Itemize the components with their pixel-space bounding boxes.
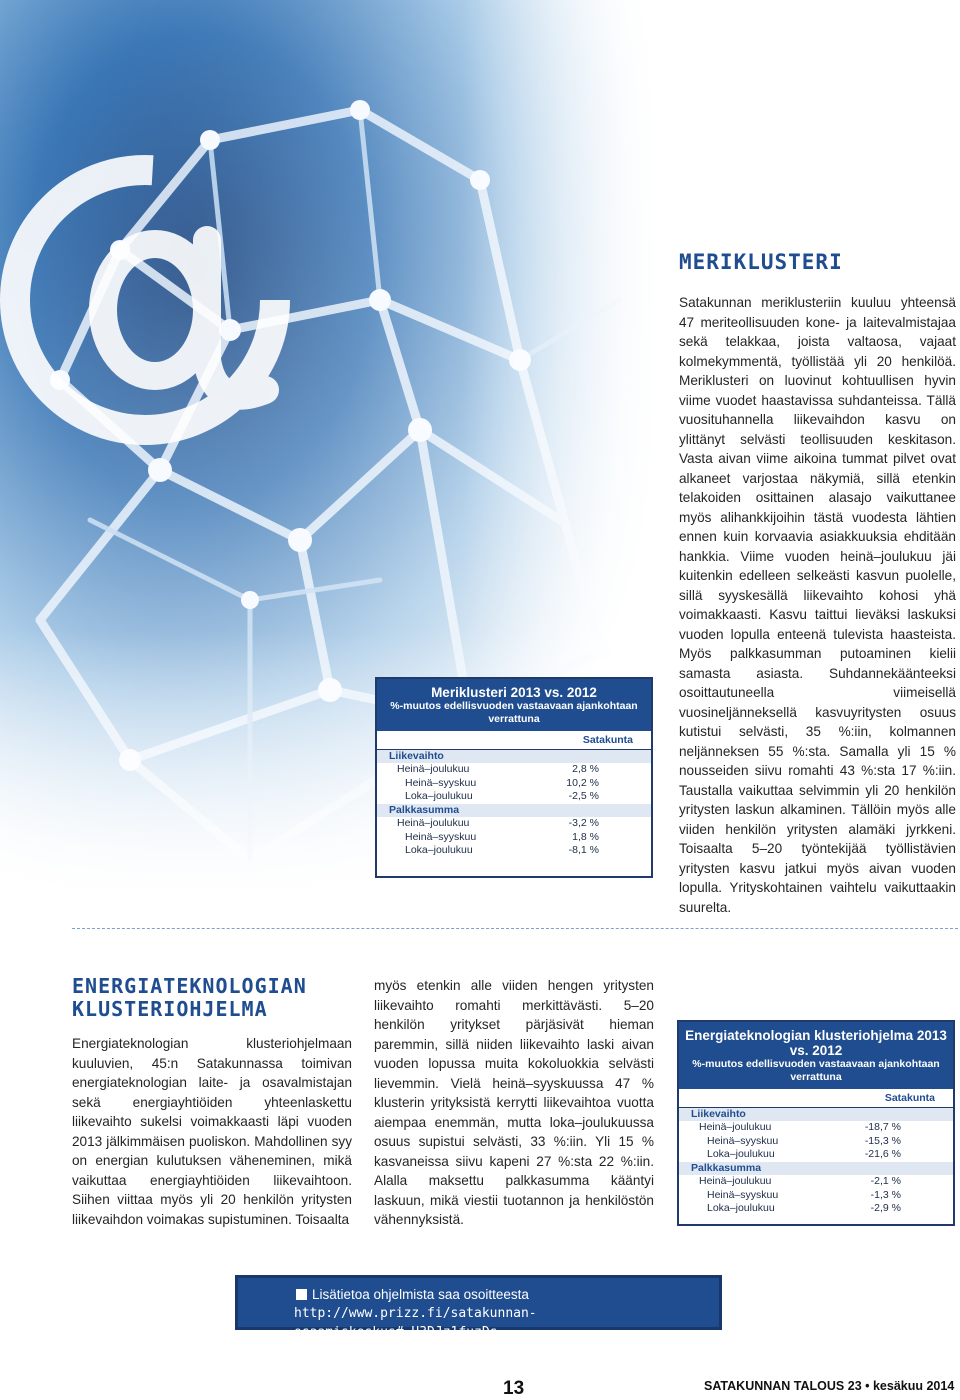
row-label: Loka–joulukuu [707, 1148, 775, 1160]
group-label: Liikevaihto [679, 1107, 953, 1121]
row-value: -18,7 % [864, 1121, 901, 1133]
table-row [679, 1202, 953, 1216]
meriklusteri-body: Satakunnan meriklusteriin kuuluu yhteensä 47 meriteollisuuden kone- ja laitevalmistajaa sekä telakkaa, joista valtaosa, vajaat kolmekymmentä, työllistää yli 20 henkilöä. Meriklusteri on luovinut kohtuullisen hyvin viime vuodet haastavissa suhdanteissa. Tällä vuosituhannella liikevaihdon kasvu on ylittänyt selvästi teollisuuden keskitason. Vasta aivan viime aikoina tummat pilvet ovat alkaneet varjostaa näkymiä, sillä etenkin telakoiden osittainen alasajo vaikuttanee myös alihankkijoihin tästä vuodesta lähtien ennen kuin korvaavia asiakkuuksia ehditään hankkia. Viime vuoden heinä–joulukuu jäi kuitenkin edelleen selkeästi kasvun puolelle, sillä syyskesällä liikevaihto kohosi yhä voimakkaasti. Kasvu taittui lieväksi laskuksi vuoden lopulla enteenä tulevista haasteista. Myös palkkasumman putoaminen kielii samasta asiasta. Suhdannekäänteeksi osoittautuneella viimeisellä vuosineljänneksellä kasvuyritysten osuus kutistui selvästi, 35 %:iin, kolmannen neljänneksen 55 %:sta. Samalla yli 15 % nousseiden siivu romahti 43 %:sta 17 %:iin. Taustalla vaikuttaa selvimmin yli 20 henkilön yritysten laskun alkaminen. Tällöin myös alle viiden henkilön yritysten alamäki jyrkkeni. Toisaalta 5–20 työntekijää työllistävien yritysten kasvu jatkui myös aivan vuoden lopulla. Yrityskohtainen vaihtelu vaikuttaakin suurelta. [679, 295, 956, 915]
row-value: -1,3 % [870, 1188, 901, 1201]
table-row [377, 763, 651, 777]
table-row [377, 777, 651, 791]
row-label: Heinä–joulukuu [699, 1175, 772, 1187]
table-group-row [679, 1162, 953, 1176]
table-title: Energiateknologian klusteriohjelma 2013 vs. 2012 [685, 1028, 947, 1058]
row-value: -2,5 % [568, 790, 599, 802]
table-header [679, 1022, 953, 1089]
group-label: Palkkasumma [679, 1162, 953, 1176]
table-row [679, 1135, 953, 1149]
row-value: 10,2 % [566, 776, 599, 789]
energia-body-column-1: Energiateknologian klusteriohjelmaan kuuluvien, 45:n Satakunnassa toimivan energiateknologian laite- ja osavalmistajan sekä energiayhtiöiden yhteenlaskettu liikevaihto sukelsi voimakkaasti läpi vuoden 2013 jälkimmäisen puoliskon. Mahdollinen syy on energian kulutuksen väheneminen, mikä vaikuttaa energiayhtiöiden liikevaihtoon. Siihen viittaa myös yli 20 henkilön yritysten liikevaihdon voimakas supistuminen. Toisaalta [72, 1036, 352, 1227]
meriklusteri-table [377, 733, 651, 858]
energia-table-box [677, 1020, 955, 1226]
more-info-link[interactable]: http://www.prizz.fi/satakunnan-osaamiskeskus#.U3DJz1fuzDs [294, 1306, 537, 1340]
table-group-row [377, 804, 651, 818]
row-label: Loka–joulukuu [405, 790, 473, 802]
row-label: Heinä–syyskuu [405, 830, 477, 843]
group-label: Liikevaihto [377, 749, 651, 763]
table-row [679, 1148, 953, 1162]
table-row [679, 1175, 953, 1189]
table-header [377, 679, 651, 731]
row-label: Heinä–joulukuu [397, 763, 470, 775]
row-value: -2,1 % [870, 1175, 901, 1187]
page-number: 13 [503, 1378, 525, 1399]
table-subtitle: %-muutos edellisvuoden vastaavaan ajankohtaan verrattuna [692, 1058, 940, 1083]
table-row [377, 831, 651, 845]
table-group-row [377, 749, 651, 763]
row-label: Heinä–joulukuu [699, 1121, 772, 1133]
row-label: Loka–joulukuu [707, 1202, 775, 1214]
group-label: Palkkasumma [377, 804, 651, 818]
more-info-text: Lisätietoa ohjelmista saa osoitteesta [312, 1287, 529, 1302]
publication-footer: SATAKUNNAN TALOUS 23 • kesäkuu 2014 [704, 1379, 955, 1393]
row-label: Heinä–joulukuu [397, 817, 470, 829]
table-group-row [679, 1107, 953, 1121]
row-value: -3,2 % [568, 817, 599, 829]
table-column-header [377, 733, 651, 749]
row-label: Heinä–syyskuu [707, 1134, 779, 1147]
more-info-box [235, 1275, 722, 1340]
row-value: -8,1 % [568, 844, 599, 856]
row-value: -21,6 % [864, 1148, 901, 1160]
row-value: -15,3 % [864, 1134, 901, 1147]
table-title: Meriklusteri 2013 vs. 2012 [431, 685, 597, 700]
row-label: Heinä–syyskuu [707, 1188, 779, 1201]
square-bullet-icon [296, 1289, 307, 1300]
table-row [377, 790, 651, 804]
energia-body-column-2: myös etenkin alle viiden hengen yritysten liikevaihto romahti merkittävästi. 5–20 henkilön yritykset pärjäsivät hieman paremmin, sillä niiden liikevaihto laski aivan vuoden lopussa muita kokoluokkia selvästi lievemmin. Vielä heinä–syyskuussa 47 % klusterin yrityksistä kerrytti liikevaihtoa vuotta aiempaa enemmän, mutta loka–joulukuussa osuus supistui selvästi, 33 %:iin. Yli 15 % kasvaneissa siivu kapeni 27 %:sta 22 %:iin. Alalla maksettu palkkasumma kääntyi laskuun, mikä viestii tuotannon ja henkilöstön vähennyksistä. [374, 978, 654, 1227]
meriklusteri-table-box [375, 677, 653, 878]
meriklusteri-heading: MERIKLUSTERI [679, 250, 843, 274]
column-label: Satakunta [524, 733, 651, 749]
table-row [679, 1189, 953, 1203]
table-subtitle: %-muutos edellisvuoden vastaavaan ajankohtaan verrattuna [390, 700, 638, 725]
energia-heading: ENERGIATEKNOLOGIAN KLUSTERIOHJELMA [72, 974, 307, 1021]
column-label: Satakunta [824, 1091, 953, 1107]
table-row [377, 844, 651, 858]
row-label: Heinä–syyskuu [405, 776, 477, 789]
table-row [679, 1121, 953, 1135]
row-label: Loka–joulukuu [405, 844, 473, 856]
row-value: 2,8 % [572, 763, 599, 775]
energia-table [679, 1091, 953, 1216]
row-value: 1,8 % [572, 830, 599, 843]
table-row [377, 817, 651, 831]
row-value: -2,9 % [870, 1202, 901, 1214]
dashed-separator [72, 928, 958, 929]
table-column-header [679, 1091, 953, 1107]
